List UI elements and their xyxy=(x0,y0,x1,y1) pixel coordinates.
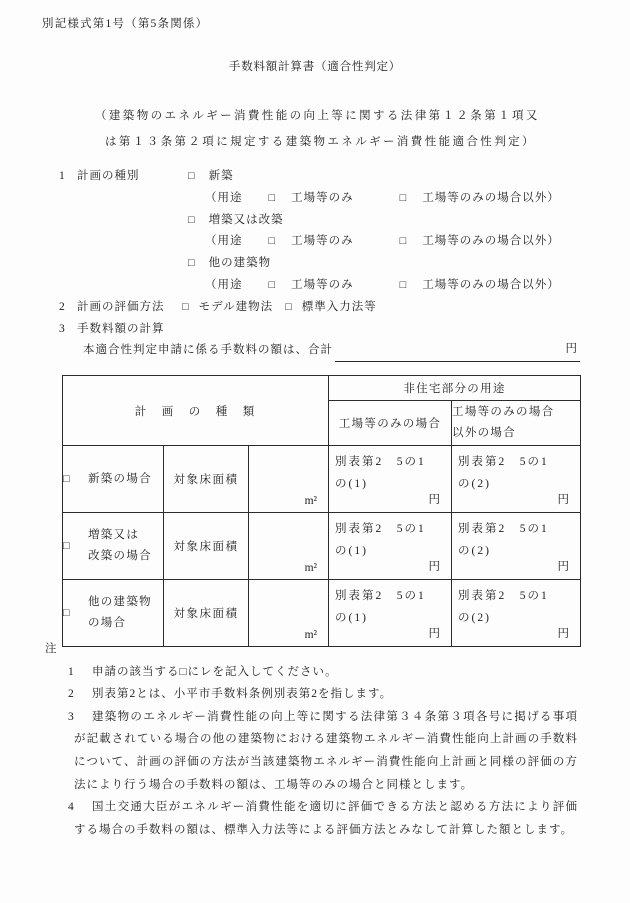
usage-other-label: 工場等のみの場合以外） xyxy=(422,235,560,248)
option-new-construction-label: 新築 xyxy=(208,170,234,182)
fee-cell-factory-only-extension[interactable] xyxy=(329,513,452,580)
fee-ref-line2: の(2) xyxy=(458,477,491,490)
case-cell xyxy=(63,580,164,647)
checkbox-other-than-factory-new[interactable]: □ xyxy=(399,191,408,204)
fee-unit: 円 xyxy=(565,343,578,356)
fee-total-line xyxy=(59,340,580,362)
fee-cell-other-other[interactable] xyxy=(452,580,581,647)
section-fee-calculation xyxy=(59,319,580,341)
yen-unit: 円 xyxy=(428,628,443,640)
checkbox-factory-only-other[interactable]: □ xyxy=(268,278,277,291)
area-unit: m² xyxy=(304,629,318,641)
checkbox-standard-input-method[interactable]: □ xyxy=(285,300,293,313)
note-item-1 xyxy=(45,661,578,684)
usage-factory-only-label: 工場等のみ xyxy=(291,191,354,204)
area-unit: m² xyxy=(304,495,318,507)
header-other-line1: 工場等のみの場合 xyxy=(452,406,555,418)
fee-cell-other-new[interactable] xyxy=(452,446,581,513)
section2-number: 2 xyxy=(59,300,66,313)
floor-area-label: 対象床面積 xyxy=(164,513,249,580)
table-row-other-building xyxy=(63,580,581,647)
checkbox-other-than-factory-extension[interactable]: □ xyxy=(399,235,408,248)
form-number: 別記様式第1号（第5条関係） xyxy=(42,18,209,30)
yen-unit: 円 xyxy=(557,494,572,506)
case-cell xyxy=(63,446,164,513)
case-label-line2: の場合 xyxy=(87,617,127,629)
option-extension-label: 増築又は改築 xyxy=(208,213,284,226)
header-plan-type: 計 画 の 種 類 xyxy=(63,376,329,446)
notes-title: 注 xyxy=(45,643,58,655)
fee-total-input[interactable] xyxy=(335,339,580,362)
usage-prefix: （用途 xyxy=(205,278,243,291)
yen-unit: 円 xyxy=(557,561,572,573)
note-number: 2 xyxy=(68,688,75,701)
section1-number: 1 xyxy=(59,170,66,182)
note-text: 申請の該当する□にレを記入してください。 xyxy=(92,665,338,678)
case-label-line1: 新築の場合 xyxy=(87,472,152,485)
checkbox-row-other-building[interactable]: □ xyxy=(63,607,71,619)
case-label-line2: 改築の場合 xyxy=(87,550,152,562)
yen-unit: 円 xyxy=(428,561,443,573)
table-row-new-construction xyxy=(63,446,581,513)
header-other-line2: 以外の場合 xyxy=(452,427,517,439)
checkbox-row-new-construction[interactable]: □ xyxy=(63,473,71,485)
option-other-building-label: 他の建築物 xyxy=(208,257,272,270)
fee-ref-line1: 別表第2 5の1 xyxy=(458,523,549,535)
fee-ref-line1: 別表第2 5の1 xyxy=(335,590,426,602)
section3-title: 手数料額の計算 xyxy=(77,322,165,335)
fee-ref-line1: 別表第2 5の1 xyxy=(458,456,549,468)
fee-sentence: 本適合性判定申請に係る手数料の額は、合計 xyxy=(83,344,333,357)
fee-ref-line1: 別表第2 5の1 xyxy=(335,523,426,535)
table-row-extension xyxy=(63,513,581,580)
case-label-line1: 他の建築物 xyxy=(87,596,152,608)
fee-ref-line2: の(1) xyxy=(335,544,368,557)
law-reference xyxy=(95,103,540,155)
note-number: 1 xyxy=(68,665,75,678)
fee-ref-line1: 別表第2 5の1 xyxy=(335,456,426,468)
option-standard-input-label: 標準入力法等 xyxy=(301,300,377,313)
usage-line-extension xyxy=(59,231,580,253)
note-text: 別表第2とは、小平市手数料条例別表第2を指します。 xyxy=(92,688,393,701)
usage-factory-only-label: 工場等のみ xyxy=(291,278,354,291)
header-non-residential-use: 非住宅部分の用途 xyxy=(329,376,581,401)
checkbox-other-building[interactable]: □ xyxy=(188,257,196,270)
fee-ref-line2: の(1) xyxy=(335,477,368,490)
fee-cell-factory-only-other[interactable] xyxy=(329,580,452,647)
fee-table xyxy=(62,375,581,647)
usage-factory-only-label: 工場等のみ xyxy=(291,235,354,248)
fee-cell-other-extension[interactable] xyxy=(452,513,581,580)
area-unit: m² xyxy=(304,562,318,574)
section3-number: 3 xyxy=(59,322,66,335)
fee-ref-line1: 別表第2 5の1 xyxy=(458,590,549,602)
floor-area-input-extension[interactable] xyxy=(249,513,329,580)
page-title: 手数料額計算書（適合性判定） xyxy=(228,61,402,73)
notes-section xyxy=(45,638,578,841)
usage-line-other-building xyxy=(59,275,580,297)
floor-area-input-new[interactable] xyxy=(249,446,329,513)
header-factory-only: 工場等のみの場合 xyxy=(329,401,452,446)
checkbox-extension[interactable]: □ xyxy=(188,213,196,226)
usage-other-label: 工場等のみの場合以外） xyxy=(422,191,560,204)
checkbox-other-than-factory-other[interactable]: □ xyxy=(399,278,408,291)
note-number: 4 xyxy=(68,801,75,814)
usage-prefix: （用途 xyxy=(205,235,243,248)
option-other-building-row xyxy=(59,253,580,275)
floor-area-label: 対象床面積 xyxy=(164,580,249,647)
law-reference-line2: は第１３条第２項に規定する建築物エネルギー消費性能適合性判定） xyxy=(105,136,536,148)
fee-ref-line2: の(2) xyxy=(458,611,491,624)
law-reference-line1: （建築物のエネルギー消費性能の向上等に関する法律第１２条第１項又 xyxy=(95,110,540,122)
yen-unit: 円 xyxy=(557,628,572,640)
fee-ref-line2: の(1) xyxy=(335,611,368,624)
section2-title: 計画の評価方法 xyxy=(77,300,165,313)
note-text: 国土交通大臣がエネルギー消費性能を適切に評価できる方法と認める方法により評価する場合の手数料の額は、標準入力法等による評価方法とみなして計算した額とします。 xyxy=(74,801,578,836)
form-section xyxy=(59,166,580,362)
section-evaluation-method xyxy=(59,297,580,319)
checkbox-factory-only-new[interactable]: □ xyxy=(268,191,277,204)
fee-cell-factory-only-new[interactable] xyxy=(329,446,452,513)
usage-prefix: （用途 xyxy=(205,191,243,204)
yen-unit: 円 xyxy=(428,494,443,506)
note-number: 3 xyxy=(68,710,75,723)
note-item-2 xyxy=(45,683,578,706)
fee-ref-line2: の(2) xyxy=(458,544,491,557)
usage-line-new xyxy=(59,188,580,210)
note-item-3 xyxy=(45,706,578,796)
case-cell xyxy=(63,513,164,580)
note-item-4 xyxy=(45,796,578,841)
case-label-line1: 増築又は xyxy=(87,529,140,541)
floor-area-input-other[interactable] xyxy=(249,580,329,647)
checkbox-factory-only-extension[interactable]: □ xyxy=(268,235,277,248)
option-extension-row xyxy=(59,210,580,232)
checkbox-new-construction[interactable]: □ xyxy=(188,170,196,182)
checkbox-row-extension[interactable]: □ xyxy=(63,540,71,552)
floor-area-label: 対象床面積 xyxy=(164,446,249,513)
usage-other-label: 工場等のみの場合以外） xyxy=(422,278,560,291)
note-text: 建築物のエネルギー消費性能の向上等に関する法律第３４条第３項各号に掲げる事項が記載されている場合の他の建築物における建築物エネルギー消費性能向上計画の手数料について、計画の評価の方法が当該建築物エネルギー消費性能向上計画と同様の評価の方法により行う場合の手数料の額は、工場等のみの場合と同様とします。 xyxy=(74,710,578,791)
section-plan-kind xyxy=(59,166,580,188)
section1-title: 計画の種別 xyxy=(77,170,140,182)
header-other-than-factory xyxy=(452,401,581,446)
checkbox-model-building-method[interactable]: □ xyxy=(182,300,190,313)
option-model-building-label: モデル建物法 xyxy=(198,300,274,313)
